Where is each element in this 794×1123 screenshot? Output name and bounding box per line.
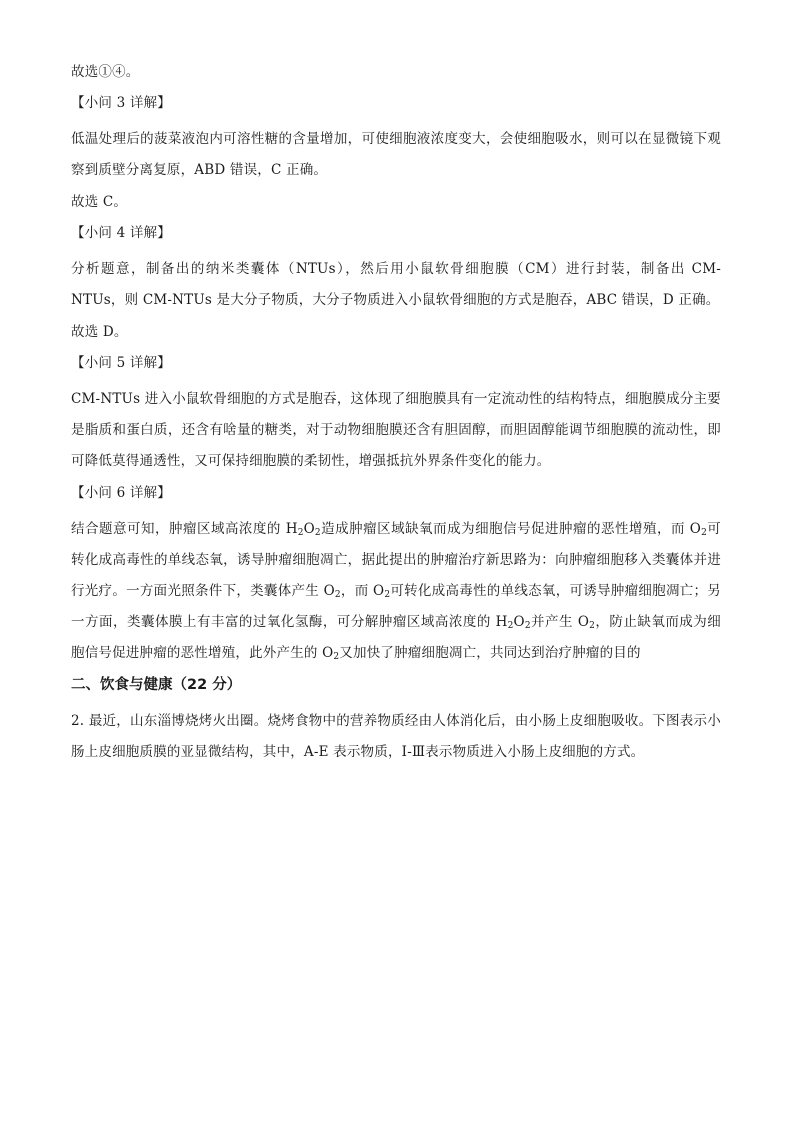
q6-explanation bbox=[71, 514, 721, 669]
q6-text: O bbox=[303, 521, 315, 537]
subscript: 2 bbox=[701, 528, 707, 538]
subscript: 2 bbox=[297, 528, 304, 538]
subscript: 2 bbox=[314, 528, 321, 538]
q6-text: 造成肿瘤区域缺氧而成为细胞信号促进肿瘤的恶性增殖，而 O bbox=[320, 521, 702, 537]
q6-text: 又加快了肿瘤细胞凋亡，共同达到治疗肿瘤的目的 bbox=[339, 645, 641, 661]
subscript: 2 bbox=[524, 621, 531, 631]
q4-answer: 故选 D。 bbox=[71, 324, 128, 340]
section-2-heading: 二、饮食与健康（22 分） bbox=[71, 677, 242, 693]
q4-explanation: 分析题意，制备出的纳米类囊体（NTUs），然后用小鼠软骨细胞膜（CM）进行封装，制备出 CM-NTUs，则 CM-NTUs 是大分子物质，大分子物质进入小鼠软骨细胞的方式是胞吞，ABC 错误，D 正确。 bbox=[71, 261, 721, 308]
document-page bbox=[71, 62, 721, 774]
q6-text: ，防止缺氧而成为细胞信号促进肿瘤的恶性增殖，此外产生的 O bbox=[71, 614, 721, 661]
q4-heading: 【小问 4 详解】 bbox=[71, 225, 171, 241]
q6-text: 可转化成高毒性的单线态氧，可诱导肿瘤细胞凋亡；另一方面，类囊体膜上有丰富的过氧化氢酶，可分解肿瘤区域高浓度的 H bbox=[71, 583, 721, 630]
q3-explanation: 低温处理后的菠菜液泡内可溶性糖的含量增加，可使细胞液浓度变大，会使细胞吸水，则可以在显微镜下观察到质壁分离复原，ABD 错误，C 正确。 bbox=[71, 131, 721, 178]
q6-text: 并产生 O bbox=[530, 614, 590, 630]
q5-explanation: CM-NTUs 进入小鼠软骨细胞的方式是胞吞，这体现了细胞膜具有一定流动性的结构特点，细胞膜成分主要是脂质和蛋白质，还含有啥量的糖类，对于动物细胞膜还含有胆固醇，而胆固醇能调节细胞膜的流动性，即可降低莫得通透性，又可保持细胞膜的柔韧性，增强抵抗外界条件变化的能力。 bbox=[71, 391, 721, 469]
q3-answer: 故选 C。 bbox=[71, 194, 128, 210]
q5-heading: 【小问 5 详解】 bbox=[71, 355, 171, 371]
q6-text: ，而 O bbox=[340, 583, 385, 599]
subscript: 2 bbox=[589, 621, 596, 631]
q6-text: O bbox=[513, 614, 525, 630]
q3-heading: 【小问 3 详解】 bbox=[71, 95, 171, 111]
q6-text: 结合题意可知，肿瘤区域高浓度的 H bbox=[71, 521, 298, 537]
question-2-text: 2. 最近，山东淄博烧烤火出圈。烧烤食物中的营养物质经由人体消化后，由小肠上皮细胞吸收。下图表示小肠上皮细胞质膜的亚显微结构，其中，A-E 表示物质，I-Ⅲ表示物质进入小肠上皮细胞的方式。 bbox=[71, 713, 721, 760]
q6-heading: 【小问 6 详解】 bbox=[71, 485, 171, 501]
q6-text: 可转化成高毒性的单线态氧，诱导肿瘤细胞凋亡，据此提出的肿瘤治疗新思路为：向肿瘤细胞移入类囊体并进行光疗。一方面光照条件下，类囊体产生 O bbox=[71, 521, 721, 599]
subscript: 2 bbox=[507, 621, 514, 631]
answer-select-1-4: 故选①④。 bbox=[71, 64, 140, 80]
subscript: 2 bbox=[333, 652, 340, 662]
subscript: 2 bbox=[384, 590, 391, 600]
subscript: 2 bbox=[334, 590, 341, 600]
